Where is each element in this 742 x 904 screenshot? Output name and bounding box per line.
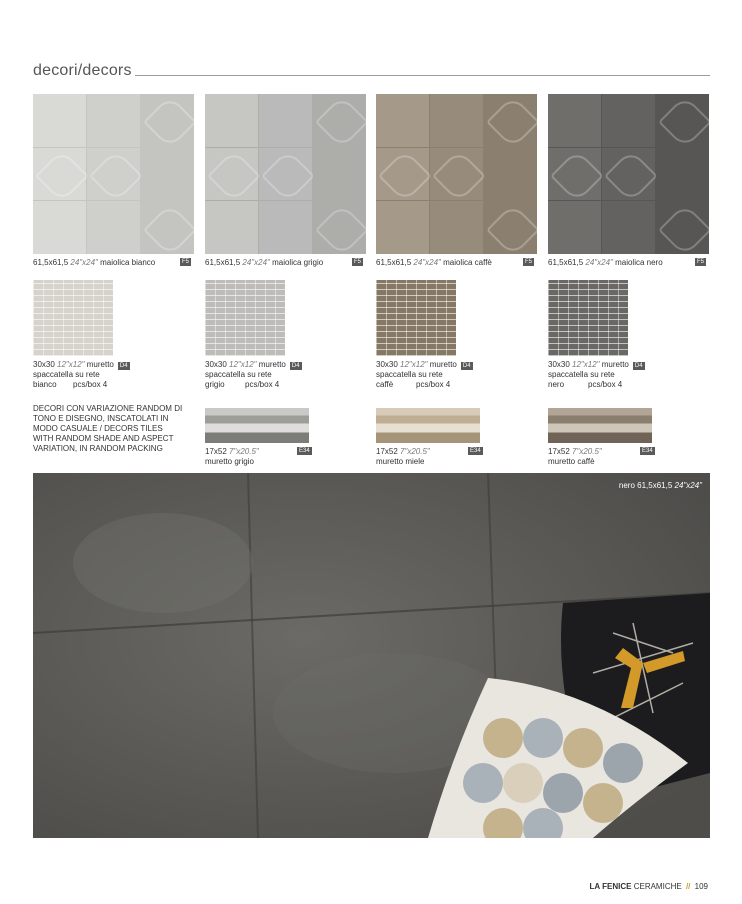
tile-square	[656, 94, 709, 147]
caption-color: bianco	[33, 380, 57, 389]
tile-grid	[376, 94, 537, 254]
maiolica-tile	[548, 94, 709, 254]
product-code-badge: E34	[642, 448, 653, 454]
caption-line1	[548, 360, 645, 370]
caption-inch: 24"x24"	[70, 258, 98, 267]
section-header	[33, 62, 710, 82]
tile-square	[313, 94, 366, 147]
caption-line1	[205, 447, 259, 457]
tile-square	[313, 148, 366, 201]
caption-name: muretto	[258, 360, 286, 369]
caption-name: maiolica nero	[615, 258, 663, 267]
caption-line2: muretto caffè	[548, 457, 595, 466]
caption-line3	[205, 380, 302, 390]
muretto-strip	[205, 408, 309, 443]
caption-line2: spaccatella su rete	[548, 370, 615, 379]
caption-color: caffè	[376, 380, 394, 389]
caption-size: 30x30	[205, 360, 227, 369]
tile-grid	[205, 94, 366, 254]
caption-size: 61,5x61,5	[205, 258, 241, 267]
footer-separator: //	[685, 882, 691, 891]
tile-square	[376, 94, 429, 147]
caption-line1	[33, 360, 130, 370]
caption-line3	[548, 380, 645, 390]
caption-inch: 12"x12"	[57, 360, 85, 369]
tile-square	[548, 148, 601, 201]
caption-name: muretto	[86, 360, 114, 369]
product-code-badge: D4	[291, 363, 300, 369]
tile-square	[548, 94, 601, 147]
caption-size: 30x30	[376, 360, 398, 369]
muretto-caption	[548, 360, 645, 390]
tile-square	[141, 94, 194, 147]
muretto-strip	[548, 408, 652, 443]
caption-name: muretto	[429, 360, 457, 369]
tile-square	[484, 148, 537, 201]
caption-inch: 24"x24"	[585, 258, 613, 267]
caption-inch: 7"x20.5"	[400, 447, 430, 456]
floor-scene-image	[33, 473, 710, 838]
tile-square	[376, 201, 429, 254]
tile-square	[205, 201, 258, 254]
caption-pcs: pcs/box 4	[245, 380, 280, 389]
maiolica-caption	[205, 258, 323, 268]
caption-line1	[548, 447, 602, 457]
maiolica-tile	[33, 94, 194, 254]
photo-caption-size: nero 61,5x61,5	[618, 481, 673, 490]
product-code-badge: F5	[697, 259, 705, 265]
caption-size: 17x52	[548, 447, 570, 456]
tile-square	[430, 94, 483, 147]
muretto-caption	[205, 360, 302, 390]
caption-pcs: pcs/box 4	[73, 380, 108, 389]
caption-name: maiolica caffè	[443, 258, 492, 267]
page-number: 109	[694, 882, 708, 891]
caption-size: 61,5x61,5	[33, 258, 69, 267]
muretto-caption	[33, 360, 130, 390]
tile-square	[259, 201, 312, 254]
tile-square	[376, 148, 429, 201]
caption-line2: spaccatella su rete	[33, 370, 100, 379]
caption-size: 61,5x61,5	[376, 258, 412, 267]
maiolica-caption	[376, 258, 492, 268]
maiolica-tile	[376, 94, 537, 254]
tile-square	[484, 94, 537, 147]
muretto-caption	[376, 360, 473, 390]
muretto-mosaic	[548, 280, 628, 356]
header-rule	[135, 75, 710, 76]
caption-line1	[376, 360, 473, 370]
tile-square	[484, 201, 537, 254]
caption-line2: muretto grigio	[205, 457, 254, 466]
tile-square	[259, 148, 312, 201]
caption-inch: 7"x20.5"	[229, 447, 259, 456]
caption-pcs: pcs/box 4	[588, 380, 623, 389]
caption-color: grigio	[205, 380, 225, 389]
caption-line3	[376, 380, 473, 390]
caption-line2: muretto miele	[376, 457, 425, 466]
footer-brand: LA FENICE	[589, 882, 632, 891]
caption-line3	[33, 380, 130, 390]
tile-square	[430, 148, 483, 201]
caption-name: muretto	[601, 360, 629, 369]
product-code-badge: D4	[634, 363, 643, 369]
caption-line1	[376, 447, 430, 457]
product-code-badge: D4	[462, 363, 471, 369]
caption-line2: spaccatella su rete	[205, 370, 272, 379]
muretto-mosaic	[205, 280, 285, 356]
tile-square	[656, 201, 709, 254]
caption-inch: 24"x24"	[413, 258, 441, 267]
caption-size: 17x52	[376, 447, 398, 456]
caption-size: 61,5x61,5	[548, 258, 584, 267]
tile-square	[205, 148, 258, 201]
tile-square	[602, 201, 655, 254]
tile-square	[141, 201, 194, 254]
product-code-badge: F5	[525, 259, 533, 265]
tile-square	[602, 94, 655, 147]
tile-square	[33, 94, 86, 147]
muretto-mosaic	[33, 280, 113, 356]
maiolica-tile	[205, 94, 366, 254]
caption-name: maiolica bianco	[100, 258, 156, 267]
tile-grid	[548, 94, 709, 254]
caption-inch: 24"x24"	[242, 258, 270, 267]
product-code-badge: E34	[470, 448, 481, 454]
maiolica-caption	[548, 258, 663, 268]
tile-square	[33, 201, 86, 254]
tile-square	[656, 148, 709, 201]
tile-square	[313, 201, 366, 254]
product-code-badge: D4	[119, 363, 128, 369]
muretto-strip	[376, 408, 480, 443]
caption-size: 17x52	[205, 447, 227, 456]
caption-pcs: pcs/box 4	[416, 380, 451, 389]
footer-brand-sub: CERAMICHE	[633, 882, 682, 891]
strip-caption	[376, 447, 430, 467]
tile-square	[87, 148, 140, 201]
muretto-mosaic	[376, 280, 456, 356]
caption-size: 30x30	[33, 360, 55, 369]
product-code-badge: F5	[182, 259, 190, 265]
caption-line2: spaccatella su rete	[376, 370, 443, 379]
tile-square	[205, 94, 258, 147]
tile-square	[33, 148, 86, 201]
random-variation-note: DECORI CON VARIAZIONE RANDOM DI TONO E DISEGNO, INSCATOLATI IN MODO CASUALE / DECORS TILES WITH RANDOM SHADE AND ASPECT VARIATION, IN RANDOM PACKING	[33, 404, 183, 453]
caption-size: 30x30	[548, 360, 570, 369]
caption-name: maiolica grigio	[272, 258, 324, 267]
tile-square	[259, 94, 312, 147]
tile-square	[87, 94, 140, 147]
section-title: decori/decors	[33, 62, 132, 79]
strip-caption	[548, 447, 602, 467]
tile-square	[548, 201, 601, 254]
tile-square	[430, 201, 483, 254]
tile-square	[602, 148, 655, 201]
page-footer	[590, 882, 708, 891]
caption-line1	[205, 360, 302, 370]
caption-inch: 12"x12"	[400, 360, 428, 369]
tile-square	[141, 148, 194, 201]
strip-caption	[205, 447, 259, 467]
caption-inch: 12"x12"	[229, 360, 257, 369]
maiolica-caption	[33, 258, 155, 268]
tile-square	[87, 201, 140, 254]
caption-color: nero	[548, 380, 565, 389]
tile-grid	[33, 94, 194, 254]
ambient-photo	[33, 473, 710, 838]
photo-caption-inch: 24"x24"	[674, 481, 702, 490]
photo-caption	[619, 481, 702, 490]
caption-inch: 7"x20.5"	[572, 447, 602, 456]
product-code-badge: E34	[299, 448, 310, 454]
caption-inch: 12"x12"	[572, 360, 600, 369]
product-code-badge: F5	[354, 259, 362, 265]
